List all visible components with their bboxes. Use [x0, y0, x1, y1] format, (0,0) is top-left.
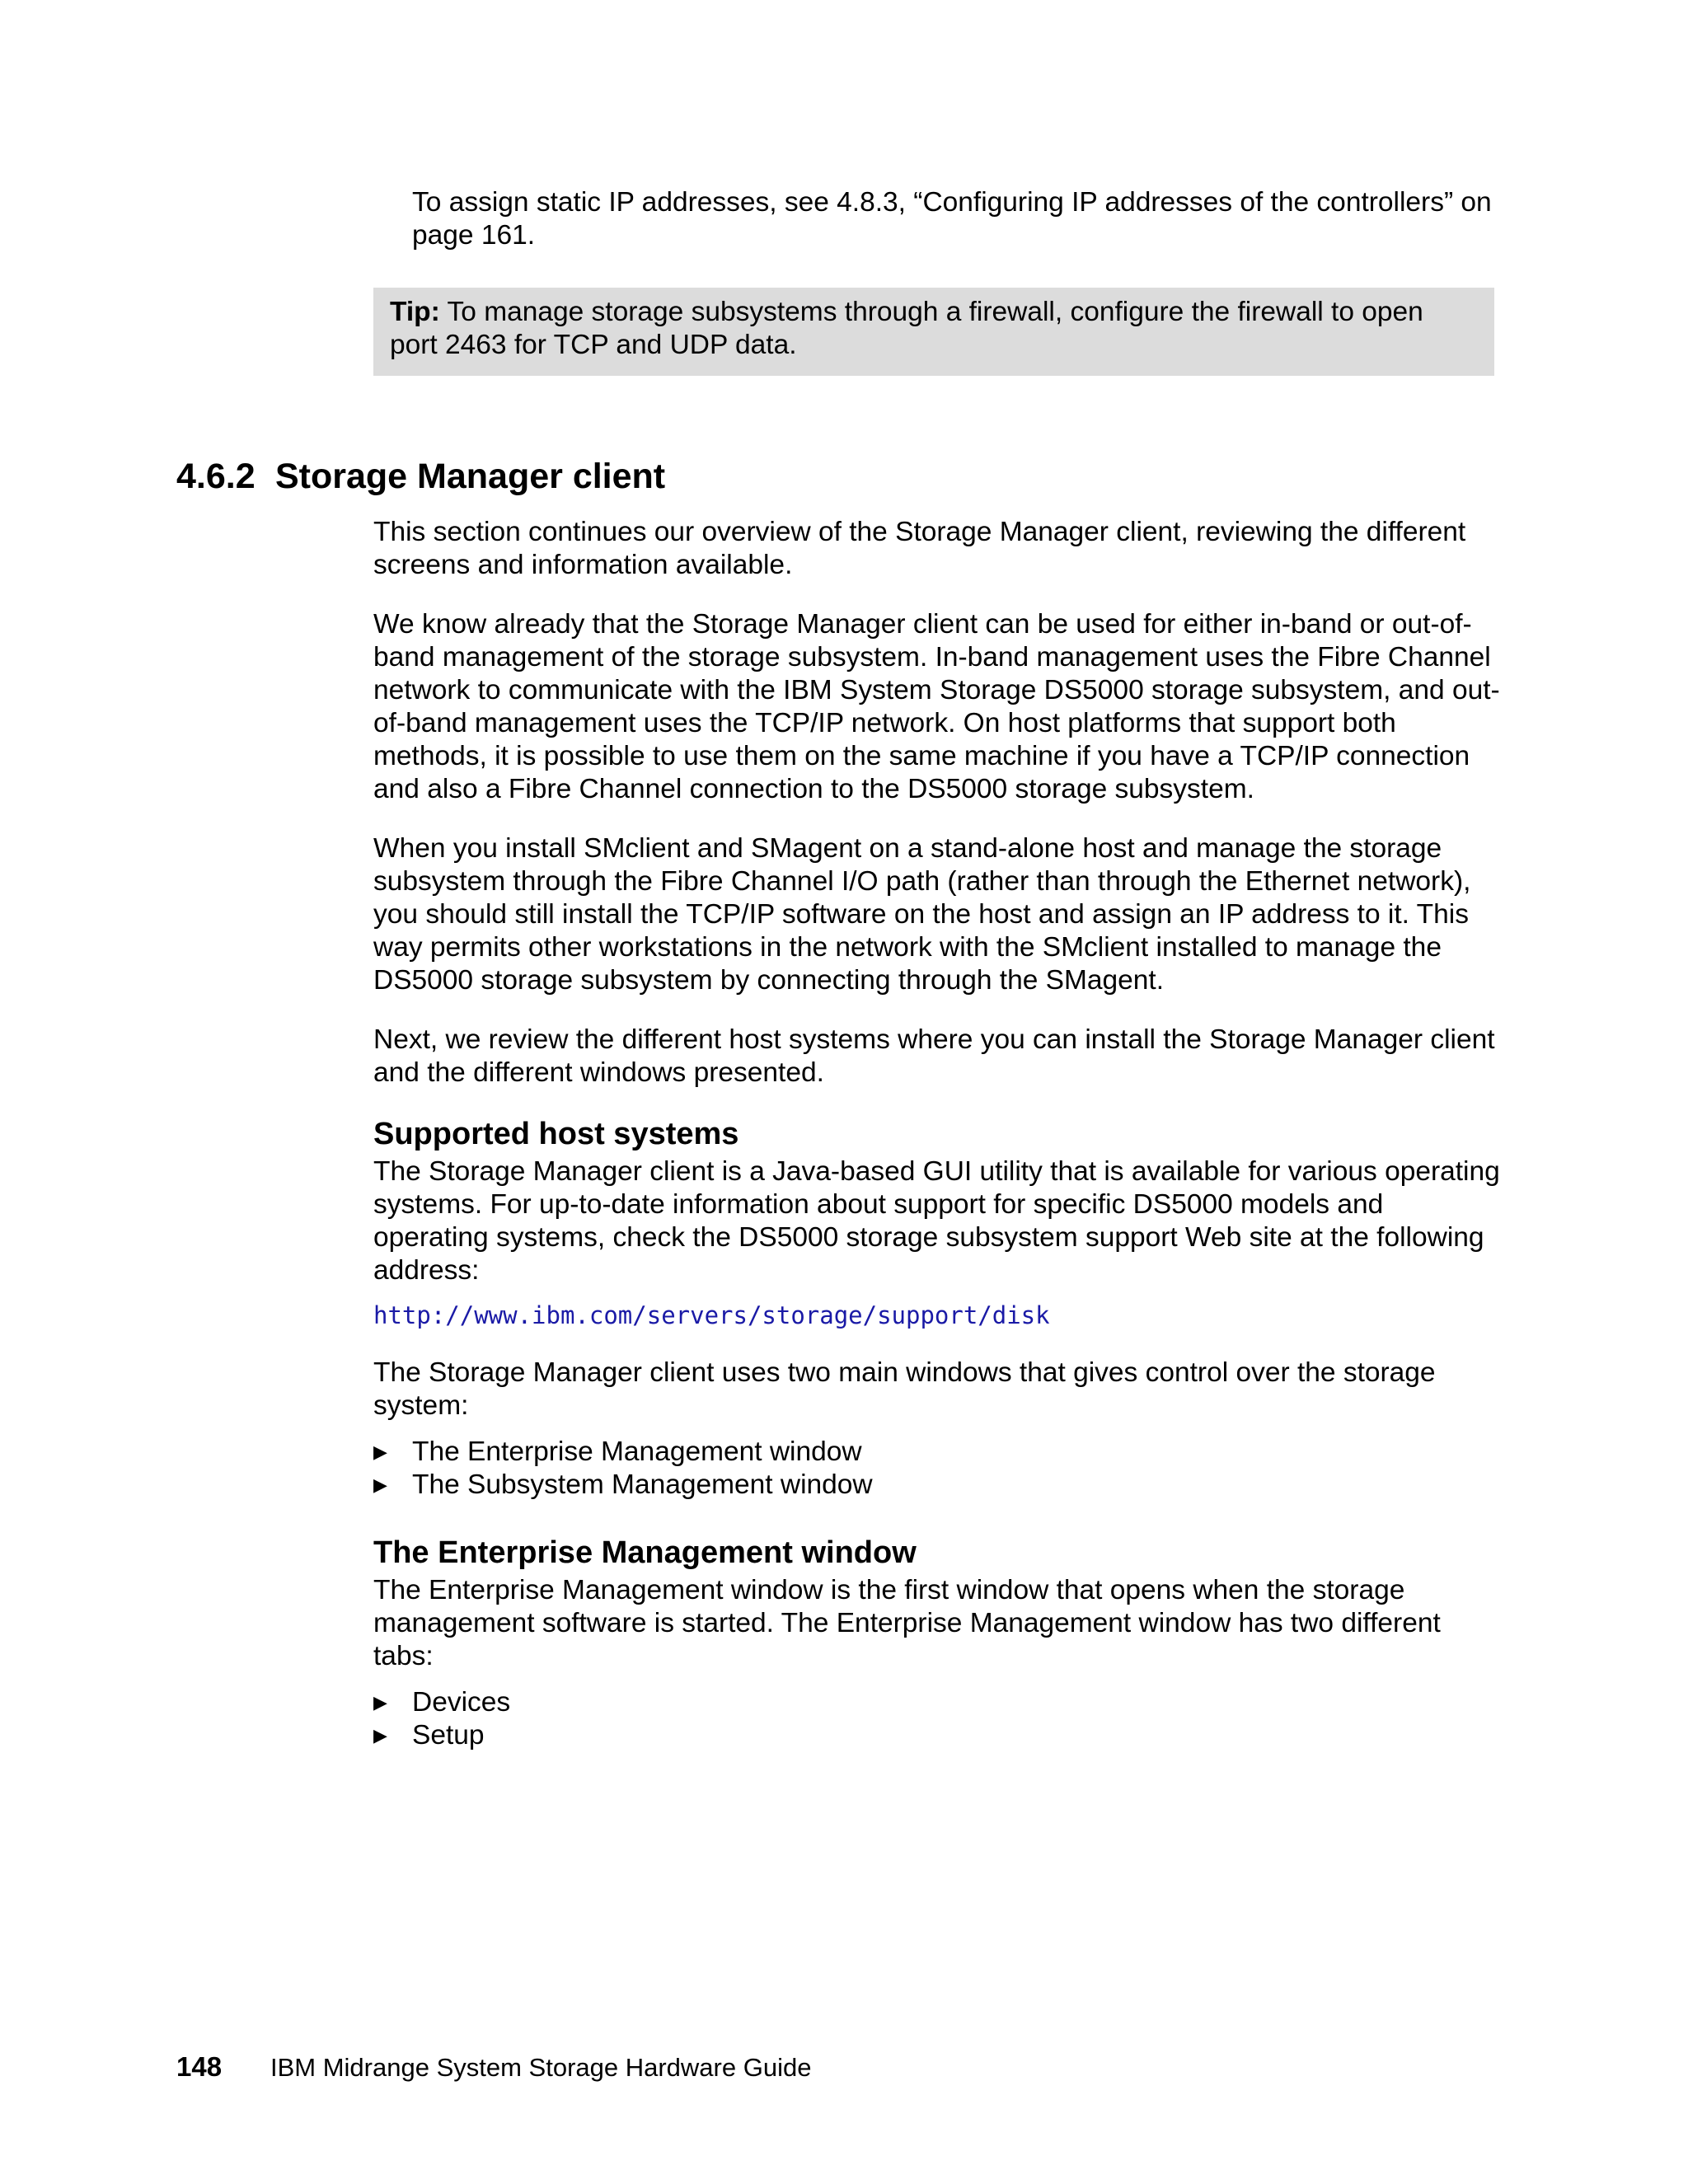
- intro-paragraph: To assign static IP addresses, see 4.8.3, “Configuring IP addresses of the controllers” on page 161.: [412, 187, 1492, 251]
- bullet-arrow-icon: ▶: [373, 1441, 387, 1462]
- tip-box: [373, 288, 1494, 376]
- section-number: 4.6.2: [176, 457, 256, 496]
- supported-hosts-paragraph: The Storage Manager client is a Java-based GUI utility that is available for various operating systems. For up-to-date information about support for specific DS5000 models and operating systems, check the DS5000 storage subsystem support Web site at the following address:: [373, 1156, 1500, 1286]
- paragraph-inband-outofband: We know already that the Storage Manager client can be used for either in-band or out-of-band management of the storage subsystem. In-band management uses the Fibre Channel network to communicate with the IBM System Storage DS5000 storage subsystem, and out-of-band management uses the TCP/IP network. On host platforms that support both methods, it is possible to use them on the same machine if you have a TCP/IP connection and also a Fibre Channel connection to the DS5000 storage subsystem.: [373, 609, 1500, 804]
- bullet-arrow-icon: ▶: [373, 1725, 387, 1746]
- enterprise-window-paragraph: The Enterprise Management window is the first window that opens when the storage management software is started. The Enterprise Management window has two different tabs:: [373, 1575, 1441, 1671]
- section-heading: [176, 455, 665, 498]
- windows-list: [373, 1436, 1503, 1502]
- enterprise-window-heading: The Enterprise Management window: [373, 1535, 917, 1570]
- page-footer: [176, 2050, 811, 2084]
- bullet-arrow-icon: ▶: [373, 1692, 387, 1713]
- paragraph-overview: This section continues our overview of the Storage Manager client, reviewing the different screens and information available.: [373, 517, 1466, 580]
- page-number: 148: [176, 2051, 223, 2082]
- paragraph-next-review: Next, we review the different host systems where you can install the Storage Manager client and the different windows presented.: [373, 1024, 1495, 1088]
- list-item: [373, 1436, 1503, 1469]
- tip-paragraph: [390, 296, 1476, 362]
- tip-text: To manage storage subsystems through a firewall, configure the firewall to open port 2463 for TCP and UDP data.: [390, 297, 1423, 360]
- book-title: IBM Midrange System Storage Hardware Guide: [270, 2053, 812, 2082]
- list-item: [373, 1469, 1503, 1502]
- list-item-text: The Enterprise Management window: [412, 1436, 862, 1467]
- list-item-text: Devices: [412, 1687, 511, 1718]
- section-title: Storage Manager client: [275, 457, 666, 496]
- supported-hosts-heading: Supported host systems: [373, 1117, 739, 1151]
- paragraph-smclient-smagent: When you install SMclient and SMagent on a stand-alone host and manage the storage subsystem through the Fibre Channel I/O path (rather than through the Ethernet network), you should still install the TCP/IP software on the host and assign an IP address to it. This way permits other workstations in the network with the SMclient installed to manage the DS5000 storage subsystem by connecting through the SMagent.: [373, 833, 1471, 996]
- tip-label: Tip:: [390, 297, 440, 327]
- bullet-arrow-icon: ▶: [373, 1474, 387, 1495]
- list-item-text: The Subsystem Management window: [412, 1469, 873, 1500]
- section-content: [373, 516, 1503, 1779]
- list-item: [373, 1686, 1503, 1719]
- list-item: [373, 1719, 1503, 1752]
- tabs-list: [373, 1686, 1503, 1752]
- list-item-text: Setup: [412, 1720, 485, 1750]
- support-url-link[interactable]: http://www.ibm.com/servers/storage/support/disk: [373, 1301, 1050, 1329]
- windows-intro-paragraph: The Storage Manager client uses two main windows that gives control over the storage system:: [373, 1357, 1436, 1421]
